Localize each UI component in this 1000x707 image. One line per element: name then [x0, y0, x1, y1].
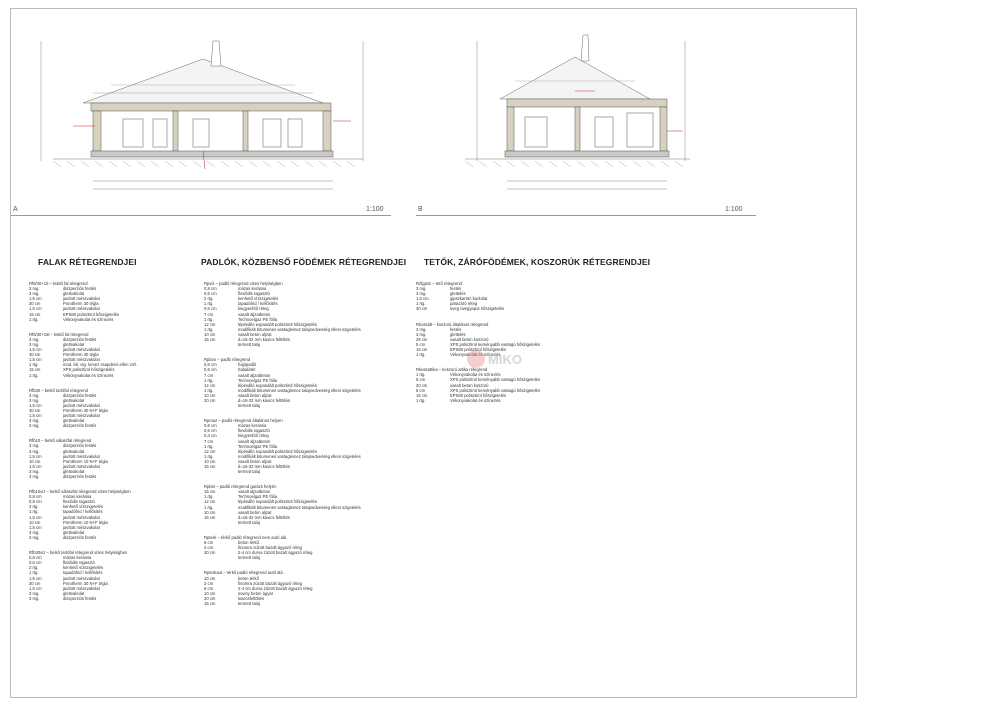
layer-material: vasalt beton aljzat — [238, 458, 272, 464]
layer-thickness: 30 cm — [204, 550, 216, 556]
layer-material: 2-4 cm durva zúzott bazalt ágyazó réteg — [238, 585, 313, 591]
layer-group-title: Rzfgpsz – tető rétegrend: — [416, 281, 464, 286]
layer-thickness: 3 mg. — [29, 286, 40, 292]
layer-material: vasalt beton koszorú — [450, 336, 489, 342]
layer-material: mázas kerámia — [63, 494, 92, 500]
floors-layer-group — [204, 357, 404, 408]
walls-layer-list — [29, 281, 189, 611]
layer-material: tapadóhíd / kellősítés — [63, 570, 103, 576]
layer-material: kenhető vízszigetelés — [63, 504, 104, 510]
layer-group-title: Rf6/30+15l – külső fal rétegrend — [29, 331, 89, 337]
layer-group-title: Rpmaz – padló rétegrend általános helyen — [204, 418, 283, 424]
layer-thickness: 15 cm — [204, 337, 216, 343]
section-a-drawing — [33, 21, 373, 201]
layer-row — [204, 469, 404, 474]
layer-material: finomra zúzott bazalt ágyazó réteg — [238, 545, 303, 551]
layer-thickness: 20 cm — [204, 595, 216, 601]
layer-group-title: Rkoszált – koszorú általános rétegrend — [416, 321, 489, 327]
layer-thickness: 1 rtg. — [29, 316, 39, 322]
layer-material: flexibilis ragasztó — [63, 560, 95, 566]
layer-thickness: 10 cm — [29, 458, 41, 464]
layer-thickness — [204, 520, 238, 525]
roofs-title: TETŐK, ZÁRÓFÖDÉMEK, KOSZORÚK RÉTEGRENDJEI — [424, 257, 651, 267]
layer-material: vasalt aljzatbeton — [238, 438, 271, 444]
layer-thickness: 5 cm — [416, 341, 426, 347]
layer-row — [29, 474, 189, 479]
layer-thickness: 0,6 cm — [204, 367, 217, 373]
layer-thickness: 7 cm — [204, 438, 214, 444]
layer-thickness: 12 cm — [204, 321, 216, 327]
layer-material: modifikált bitumenes vastaglemez talajnedvesség elleni szigetelés — [238, 453, 361, 459]
layer-material: d=16-32 mm kavics feltöltés — [238, 397, 291, 403]
layer-material: kenhető vízszigetelés — [63, 565, 104, 571]
layer-group-title: Rfb10viz – belső válaszfal rétegrend vizes helyiségben — [29, 489, 131, 495]
layer-thickness: 30 cm — [29, 301, 41, 307]
layer-thickness: 1,5 cm — [29, 347, 42, 353]
layer-thickness: 3 mg. — [416, 326, 427, 332]
layer-material: vasalt beton aljzat — [238, 331, 272, 337]
layer-thickness: 1 rtg. — [204, 443, 214, 449]
layer-thickness: 0,6 cm — [204, 362, 217, 368]
layer-thickness: 0,6 cm — [29, 560, 42, 566]
layer-material: vasalt beton aljzat — [238, 509, 272, 515]
layer-group-title: Rpviz – padló rétegrend vizes helyiségben — [204, 281, 283, 286]
layer-material: Porotherm 30 tégla — [63, 301, 99, 307]
layer-thickness: 0,8 cm — [29, 494, 42, 500]
layer-thickness: 1 rtg. — [29, 362, 39, 368]
layer-thickness: 3 mg. — [29, 443, 40, 449]
layer-group-title: Rpterkaut – térkő padló rétegrend autó alá — [204, 570, 283, 576]
layer-material: vasalt aljzatbeton — [238, 489, 271, 495]
layer-thickness: 30 cm — [416, 306, 428, 312]
drawing-sheet — [10, 8, 857, 698]
layer-material: javított mészvakolat — [63, 296, 100, 302]
floors-layer-group — [204, 570, 404, 606]
layer-thickness: 3 mg. — [29, 534, 40, 540]
layer-material: javított mészvakolat — [63, 347, 100, 353]
layer-material: diszperziós festés — [63, 595, 97, 601]
layer-row — [204, 403, 404, 408]
layer-thickness: 3 mg. — [29, 423, 40, 429]
layer-thickness: 1,5 cm — [29, 357, 42, 363]
layer-thickness: 3 mg. — [29, 418, 40, 424]
floors-layer-group — [204, 484, 404, 525]
layer-row — [29, 535, 189, 540]
layer-material: javított mészvakolat — [63, 524, 100, 530]
layer-material: javított mészvakolat — [63, 306, 100, 312]
layer-material: d=16-32 mm kavics feltöltés — [238, 464, 291, 469]
layer-thickness: 15 cm — [204, 600, 216, 606]
layer-thickness: 0,6 cm — [204, 306, 217, 312]
layer-thickness: 15 cm — [204, 464, 216, 469]
layer-material: flexibilis ragasztó — [238, 428, 270, 434]
layer-material: üveg üvegyapot hőszigetelés — [450, 306, 505, 312]
layer-material: Technoelgaz PE fólia — [238, 377, 278, 383]
layer-thickness: 2 cm — [204, 545, 214, 551]
layer-material: glettvakolat — [63, 341, 85, 347]
layer-material: modifikált bitumenes vastaglemez talajnedvesség elleni szigetelés — [238, 387, 361, 393]
layer-material: modifikált bitumenes vastaglemez talajnedvesség elleni szigetelés — [238, 504, 361, 510]
layer-thickness: 10 cm — [204, 392, 216, 398]
section-b-rule — [416, 215, 756, 216]
layer-thickness: 1,5 cm — [416, 296, 429, 302]
layer-thickness: 7 cm — [204, 372, 214, 378]
layer-thickness: 1,5 cm — [29, 306, 42, 312]
layer-thickness: 2 rtg. — [29, 565, 39, 571]
layer-thickness: 3 mg. — [29, 468, 40, 474]
floors-layer-group — [204, 281, 404, 347]
layer-material: Vékonyvakolat és színezés — [450, 352, 501, 358]
walls-layer-group — [29, 281, 189, 322]
layer-thickness — [204, 403, 238, 408]
layer-material: glettvakolat — [63, 291, 85, 297]
layer-material: termett talaj — [238, 469, 260, 475]
layer-thickness: 12 cm — [204, 382, 216, 388]
layer-row — [29, 373, 189, 378]
layer-material: lépésálló expandált polisztirol hőszigetelés — [238, 321, 317, 327]
layer-thickness: 1 rtg. — [204, 494, 214, 500]
layer-thickness: 15 cm — [416, 347, 428, 353]
layer-row — [29, 596, 189, 601]
layer-material: Technoelgaz PE fólia — [238, 316, 278, 322]
layer-row — [204, 342, 404, 347]
layer-thickness: 1,5 cm — [29, 402, 42, 408]
layer-thickness: 3 mg. — [29, 529, 40, 535]
layer-thickness: 1,5 cm — [29, 575, 42, 581]
layer-material: lépésálló expandált polisztirol hőszigetelés — [238, 448, 317, 454]
layer-material: Porotherm 10 N+F tégla — [63, 458, 108, 464]
layer-material: gipszkarton burkolat — [450, 296, 488, 302]
layer-thickness: 1 rtg. — [416, 397, 426, 403]
layer-material: d=16-32 mm kavics feltöltés — [238, 514, 291, 520]
layer-thickness: 1 rtg. — [29, 570, 39, 576]
layer-material: Vékonyvakolat és színezés — [450, 372, 501, 378]
layer-material: termett talaj — [238, 342, 260, 348]
layer-material: vasalt aljzatbeton — [238, 372, 271, 378]
layer-thickness: 3 mg. — [29, 336, 40, 342]
layer-group-title: Rkoszattika – koszorú attika rétegrend — [416, 367, 488, 373]
layer-material: modifikált bitumenes vastaglemez talajnedvesség elleni szigetelés — [238, 326, 361, 332]
layer-thickness: 1 rtg. — [204, 316, 214, 322]
layer-material: kenhető vízszigetelés — [238, 296, 279, 302]
layer-group-title: Rfb30 – belső tartófal rétegrend — [29, 387, 88, 393]
layer-group-title: Rf6/30+15 – külső fal rétegrend — [29, 281, 88, 286]
layer-material: soviny beton ágyat — [238, 590, 273, 596]
layer-material: festés — [450, 326, 462, 332]
floors-layer-group — [204, 418, 404, 474]
layer-material: termett talaj — [238, 600, 260, 606]
layer-group-title: Rfb10 – belső válaszfal rétegrend — [29, 438, 92, 444]
layer-thickness: 15 cm — [204, 514, 216, 520]
layer-thickness: 3 mg. — [29, 397, 40, 403]
layer-material: glettvakolat — [63, 418, 85, 424]
layer-thickness: 12 cm — [204, 448, 216, 454]
layer-row — [416, 306, 626, 311]
layer-thickness: 20 cm — [416, 382, 428, 388]
layer-thickness: 3 mg. — [29, 448, 40, 454]
layer-material: flexibilis ragasztó — [63, 499, 95, 505]
section-a-scale: 1:100 — [366, 206, 384, 213]
layer-thickness: 1 rtg. — [416, 352, 426, 358]
layer-thickness: 1,5 cm — [29, 524, 42, 530]
layer-thickness: 15 cm — [29, 311, 41, 317]
layer-row — [204, 520, 404, 525]
layer-material: EPS80 polisztirol hőszigetelés — [63, 311, 120, 317]
layer-material: beton térkő — [238, 575, 259, 581]
layer-material: diszperziós festés — [63, 392, 97, 398]
layer-thickness: 1,5 cm — [29, 514, 42, 520]
layer-material: diszperziós festés — [63, 423, 97, 429]
layer-material: habalátét — [238, 367, 256, 373]
layer-thickness: 3 mg. — [29, 590, 40, 596]
layer-material: mázas kerámia — [238, 286, 267, 292]
layer-thickness — [204, 469, 238, 474]
layer-material: glettelés — [450, 331, 466, 337]
layer-material: diszperziós festés — [63, 336, 97, 342]
layer-material: javított mészvakolat — [63, 453, 100, 459]
layer-material: vasalt beton aljzat — [238, 392, 272, 398]
layer-thickness: 30 cm — [29, 407, 41, 413]
layer-thickness: 2 rtg. — [29, 504, 39, 510]
layer-material: javított mészvakolat — [63, 514, 100, 520]
layer-material: javított mészvakolat — [63, 413, 100, 419]
walls-title: FALAK RÉTEGRENDJEI — [38, 257, 137, 267]
layer-material: Porotherm 30 tégla — [63, 352, 99, 358]
layer-material: flexibilis ragasztó — [238, 291, 270, 297]
layer-thickness: 6 cm — [204, 540, 214, 546]
layer-thickness: 1 rtg. — [204, 504, 214, 510]
layer-material: párazáró réteg — [450, 301, 478, 307]
floors-title: PADLÓK, KÖZBENSŐ FÖDÉMEK RÉTEGRENDJEI — [201, 257, 407, 267]
layer-material: javított mészvakolat — [63, 575, 100, 581]
walls-layer-group — [29, 332, 189, 378]
layer-material: Technoelgaz PE fólia — [238, 443, 278, 449]
layer-thickness: 5 cm — [416, 377, 426, 383]
layer-material: kavicsfeltöltés — [238, 595, 265, 601]
layer-material: glettvakolat — [63, 468, 85, 474]
layer-row — [204, 601, 404, 606]
section-a-rule — [11, 215, 391, 216]
layer-material: tapadóhíd / kellősítés — [238, 301, 278, 307]
layer-thickness: 10 cm — [204, 590, 216, 596]
layer-material: Vékonyvakolat és színezés — [450, 397, 501, 403]
layer-material: termett talaj — [238, 555, 260, 561]
layer-group-title: Rpterk – térkő padló rétegrend nem autó alá — [204, 534, 287, 540]
layer-thickness: 3 mg. — [29, 595, 40, 601]
layer-thickness: 30 cm — [29, 580, 41, 586]
layer-thickness: 0,8 cm — [204, 423, 217, 429]
layer-thickness: 1 rtg. — [29, 372, 39, 378]
layer-group-title: Rplam – padló rétegrend — [204, 357, 251, 363]
layer-row — [204, 555, 404, 560]
layer-row — [416, 398, 626, 403]
layer-material: XPS polisztirol keményabb vastagú hőszigetelés — [450, 341, 541, 347]
layer-material: beton térkő — [238, 540, 259, 546]
layer-material: XPS polisztirol keményabb vastagú hőszigetelés — [450, 377, 541, 383]
layer-thickness: 3 mg. — [416, 286, 427, 292]
walls-layer-group — [29, 550, 189, 601]
layer-material: EPS80 polisztirol hőszigetelés — [450, 347, 507, 353]
layer-material: vasalt aljzatbeton — [238, 311, 271, 317]
layer-thickness: 3 mg. — [29, 474, 40, 479]
layer-thickness: 1 rtg. — [204, 377, 214, 383]
floors-layer-group — [204, 535, 404, 560]
layer-material: glettvakolat — [63, 590, 85, 596]
layer-material: diszperziós festés — [63, 474, 97, 479]
walls-layer-group — [29, 438, 189, 479]
layer-thickness: 3 mg. — [416, 331, 427, 337]
layer-material: mázas kerámia — [63, 555, 92, 561]
layer-thickness: 3 mg. — [29, 291, 40, 297]
layer-thickness: 1 rtg. — [204, 326, 214, 332]
layer-material: mázas kerámia — [238, 423, 267, 429]
section-b-drawing — [455, 21, 695, 201]
layer-material: glettelés — [450, 291, 466, 297]
layer-material: Porotherm 30 N+F tégla — [63, 407, 108, 413]
section-b-letter: B — [418, 206, 423, 213]
layer-thickness: 20 cm — [204, 397, 216, 403]
layer-thickness: 0,6 cm — [204, 428, 217, 434]
floors-layer-list — [204, 281, 404, 616]
layer-material: mod. bit. vtg. lemez csapdesó ellen vízl. — [63, 362, 138, 368]
layer-thickness: 1 rtg. — [204, 301, 214, 307]
svg-text:MIKO: MIKO — [488, 352, 522, 367]
roofs-layer-group — [416, 281, 626, 312]
layer-material: EPS80 polisztirol hőszigetelés — [450, 392, 507, 398]
layer-material: festés — [450, 286, 462, 292]
layer-thickness: 6 cm — [204, 585, 214, 591]
walls-layer-group — [29, 388, 189, 429]
layer-thickness: 1,5 cm — [29, 413, 42, 419]
layer-thickness: 1,5 cm — [29, 463, 42, 469]
layer-material: termett talaj — [238, 403, 260, 409]
layer-thickness: 5 cm — [416, 387, 426, 393]
layer-thickness: 15 cm — [204, 489, 216, 495]
layer-thickness: 1 rtg. — [416, 301, 426, 307]
layer-thickness: 15 cm — [416, 392, 428, 398]
layer-thickness: 30 cm — [29, 352, 41, 358]
layer-material: lépésálló expandált polisztirol hőszigetelés — [238, 382, 317, 388]
layer-thickness: 1,5 cm — [29, 296, 42, 302]
layer-material: 2-4 cm durva zúzott bazalt ágyazó réteg — [238, 550, 313, 556]
layer-material: hajópadló — [238, 362, 257, 368]
layer-material: vasalt beton koszorú — [450, 382, 489, 388]
layer-thickness: 0,8 cm — [29, 555, 42, 561]
layer-thickness — [204, 342, 238, 347]
layer-group-title: Rpbet – padló rétegrend garázs helyén — [204, 484, 277, 490]
layer-material: tapadóhíd / kellősítés — [63, 509, 103, 515]
layer-material: glettvakolat — [63, 397, 85, 403]
section-a-letter: A — [13, 206, 18, 213]
layer-thickness: 12 cm — [204, 499, 216, 505]
layer-thickness: 10 cm — [204, 331, 216, 337]
layer-thickness: 3 mg. — [416, 291, 427, 297]
layer-material: d=16-32 mm kavics feltöltés — [238, 337, 291, 343]
layer-thickness: 10 cm — [29, 519, 41, 525]
layer-material: XPS polisztirol hőszigetelés — [63, 367, 115, 373]
layer-thickness: 7 cm — [204, 311, 214, 317]
layer-thickness: 10 cm — [204, 509, 216, 515]
layer-material: javított mészvakolat — [63, 463, 100, 469]
layer-material: finomra zúzott bazalt ágyazó réteg — [238, 580, 303, 586]
layer-thickness: 15 cm — [29, 367, 41, 373]
layer-material: javított mészvakolat — [63, 357, 100, 363]
layer-row — [29, 423, 189, 428]
layer-thickness: 0,6 cm — [204, 291, 217, 297]
layer-thickness: 10 cm — [204, 458, 216, 464]
layer-row — [29, 317, 189, 322]
layer-thickness: 1 rtg. — [416, 372, 426, 378]
layer-material: XPS polisztirol keményabb vastagú hőszigetelés — [450, 387, 541, 393]
layer-material: diszperziós festés — [63, 443, 97, 449]
layer-material: diszperziós festés — [63, 534, 97, 540]
layer-group-title: Rfb30viz – belső tartófal rétegrend vizes helyiségben — [29, 550, 128, 556]
layer-material: glettvakolat — [63, 529, 85, 535]
layer-material: javított mészvakolat — [63, 585, 100, 591]
watermark-logo — [466, 344, 546, 374]
layer-material: lépésálló expandált polisztirol hőszigetelés — [238, 499, 317, 505]
layer-thickness: 2 rtg. — [204, 296, 214, 302]
layer-thickness: 1 rtg. — [29, 509, 39, 515]
layer-thickness: 3 mg. — [29, 392, 40, 398]
section-b-scale: 1:100 — [725, 206, 743, 213]
layer-material: diszperziós festés — [63, 286, 97, 292]
layer-thickness: 25 cm — [416, 336, 428, 342]
layer-material: Vékonyvakolat és színezés — [63, 372, 114, 378]
layer-thickness: 0,4 cm — [204, 433, 217, 439]
layer-material: Porotherm 10 N+F tégla — [63, 519, 108, 525]
layer-material: glettvakolat — [63, 448, 85, 454]
layer-thickness: 10 cm — [204, 575, 216, 581]
layer-thickness: 0,8 cm — [204, 286, 217, 292]
layer-thickness: 1,5 cm — [29, 453, 42, 459]
layer-thickness: 1 rtg. — [204, 453, 214, 459]
layer-material: Technoelgaz PE fólia — [238, 494, 278, 500]
layer-thickness: 1 rtg. — [204, 387, 214, 393]
layer-thickness: 2 cm — [204, 580, 214, 586]
layer-material: termett talaj — [238, 519, 260, 525]
layer-material: kiegyenlítő réteg — [238, 306, 269, 312]
layer-thickness: 3 mg. — [29, 341, 40, 347]
layer-material: kiegyenlítő réteg — [238, 433, 269, 439]
layer-material: Vékonyvakolat és színezés — [63, 316, 114, 322]
layer-thickness — [204, 555, 238, 560]
layer-thickness: 0,6 cm — [29, 499, 42, 505]
layer-thickness: 1,5 cm — [29, 585, 42, 591]
layer-material: javított mészvakolat — [63, 402, 100, 408]
walls-layer-group — [29, 489, 189, 540]
layer-material: Porotherm 30 N+F tégla — [63, 580, 108, 586]
